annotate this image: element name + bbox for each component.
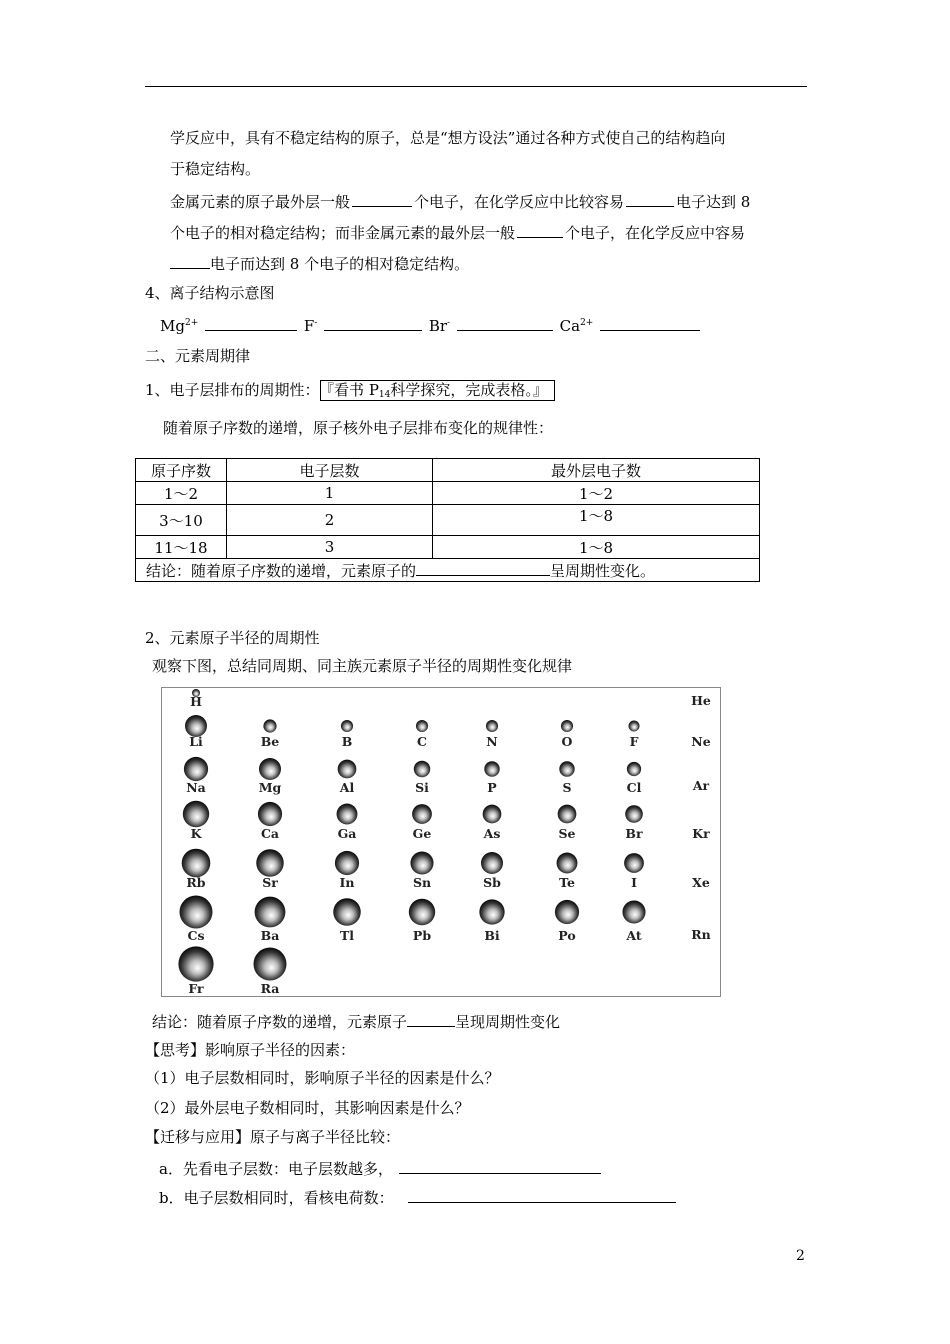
atom-be xyxy=(263,719,276,732)
atom-at xyxy=(622,900,645,923)
atom-br xyxy=(625,805,643,823)
element-label-sb: Sb xyxy=(483,875,501,890)
table-header-row xyxy=(136,459,760,482)
element-label-sr: Sr xyxy=(262,875,278,890)
atomic-radius-figure xyxy=(161,687,721,997)
blank[interactable] xyxy=(407,1010,455,1027)
blank[interactable] xyxy=(517,221,563,238)
para-line-1: 学反应中，具有不稳定结构的原子，总是“想方设法”通过各种方式使自己的结构趋向 xyxy=(170,129,726,147)
atom-k xyxy=(183,801,209,827)
element-label-po: Po xyxy=(558,928,576,943)
atom-si xyxy=(414,761,431,778)
blank[interactable] xyxy=(170,252,210,269)
table-row: 1～2 1 1～2 xyxy=(136,482,760,505)
element-label-cs: Cs xyxy=(187,928,205,943)
atom-n xyxy=(486,720,498,732)
atom-na xyxy=(184,757,208,781)
table-row: 3～10 2 1～8 xyxy=(136,505,760,536)
blank[interactable] xyxy=(457,314,553,331)
atom-s xyxy=(559,761,574,776)
element-label-ba: Ba xyxy=(260,928,280,943)
element-label-fr: Fr xyxy=(188,981,204,996)
element-label-si: Si xyxy=(415,780,429,795)
para-line-5: 电子而达到 8 个电子的相对稳定结构。 xyxy=(170,252,469,274)
noble-gas-label-kr: Kr xyxy=(692,826,710,841)
table-row: 11～18 3 1～8 xyxy=(136,536,760,559)
question-2: （2）最外层电子数相同时，其影响因素是什么？ xyxy=(145,1099,470,1117)
element-label-mg: Mg xyxy=(258,780,282,795)
atom-tl xyxy=(333,898,361,926)
element-label-b: B xyxy=(341,734,353,749)
element-label-ge: Ge xyxy=(412,826,432,841)
blank[interactable] xyxy=(205,314,297,331)
noble-gas-label-ar: Ar xyxy=(692,778,710,793)
page-number: 2 xyxy=(796,1248,805,1264)
atom-sn xyxy=(410,851,433,874)
sub-1-heading: 1、电子层排布的周期性： 『看书 $P_{14}$科学探究，完成表格。』 xyxy=(145,380,555,400)
atom-al xyxy=(338,760,357,779)
element-label-in: In xyxy=(339,875,355,890)
element-label-bi: Bi xyxy=(484,928,500,943)
atom-rb xyxy=(182,849,211,878)
electron-shell-table xyxy=(135,458,760,582)
element-label-p: P xyxy=(487,780,497,795)
think-heading: 【思考】影响原子半径的因素： xyxy=(145,1041,356,1059)
blank[interactable] xyxy=(600,314,700,331)
element-label-ga: Ga xyxy=(337,826,357,841)
atomic-radius-diagram xyxy=(162,688,720,996)
header-atomic-number: 原子序数 xyxy=(136,459,227,482)
element-label-n: N xyxy=(486,734,498,749)
atom-ca xyxy=(258,802,282,826)
sub-2-heading: 2、元素原子半径的周期性 xyxy=(145,629,320,647)
element-label-f: F xyxy=(629,734,639,749)
element-label-as: As xyxy=(483,826,501,841)
element-label-s: S xyxy=(562,780,572,795)
atom-i xyxy=(624,853,644,873)
atom-as xyxy=(483,805,502,824)
element-label-rb: Rb xyxy=(186,875,206,890)
element-label-br: Br xyxy=(625,826,643,841)
noble-gas-label-ne: Ne xyxy=(691,734,711,749)
atom-o xyxy=(561,720,573,732)
item-b: b．电子层数相同时，看核电荷数： xyxy=(159,1186,676,1208)
atom-se xyxy=(558,805,577,824)
element-label-li: Li xyxy=(189,734,203,749)
element-label-sn: Sn xyxy=(412,875,432,890)
element-label-be: Be xyxy=(260,734,280,749)
noble-gas-label-xe: Xe xyxy=(692,875,710,890)
transfer-heading: 【迁移与应用】原子与离子半径比较： xyxy=(145,1128,401,1146)
element-label-k: K xyxy=(190,826,202,841)
element-label-o: O xyxy=(561,734,573,749)
element-label-ra: Ra xyxy=(260,981,280,996)
atom-f xyxy=(629,721,640,732)
atom-c xyxy=(416,720,428,732)
header-shells: 电子层数 xyxy=(227,459,433,482)
atom-b xyxy=(341,720,353,732)
item-a: a．先看电子层数：电子层数越多， xyxy=(159,1157,601,1179)
element-label-se: Se xyxy=(558,826,576,841)
atom-cl xyxy=(627,762,641,776)
blank[interactable] xyxy=(408,1186,676,1203)
atom-ga xyxy=(337,804,358,825)
atom-ra xyxy=(254,948,287,981)
blank[interactable] xyxy=(324,314,422,331)
reading-note: 『看书 $P_{14}$科学探究，完成表格。』 xyxy=(320,380,555,401)
element-label-c: C xyxy=(417,734,427,749)
element-label-na: Na xyxy=(186,780,206,795)
table-conclusion-row: 结论：随着原子序数的递增，元素原子的 呈周期性变化。 xyxy=(136,559,760,582)
blank[interactable] xyxy=(352,190,412,207)
element-label-tl: Tl xyxy=(339,928,355,943)
atom-cs xyxy=(180,896,213,929)
section-4-heading: 4、离子结构示意图 xyxy=(145,284,275,302)
element-label-al: Al xyxy=(339,780,355,795)
element-label-h: H xyxy=(190,694,202,709)
para-line-3: 金属元素的原子最外层一般 个电子，在化学反应中比较容易 电子达到 8 xyxy=(170,190,750,212)
element-label-ca: Ca xyxy=(260,826,280,841)
radius-conclusion: 结论：随着原子序数的递增，元素原子 呈现周期性变化 xyxy=(152,1010,560,1032)
atom-p xyxy=(484,761,499,776)
atom-po xyxy=(555,900,579,924)
atom-fr xyxy=(178,946,213,981)
blank[interactable] xyxy=(626,190,674,207)
sub-2-intro: 观察下图，总结同周期、同主族元素原子半径的周期性变化规律 xyxy=(152,657,573,675)
blank[interactable] xyxy=(416,559,550,576)
atom-bi xyxy=(479,899,504,924)
atom-sb xyxy=(481,852,503,874)
noble-gas-label-he: He xyxy=(691,693,711,708)
atom-mg xyxy=(259,758,281,780)
atom-ge xyxy=(412,804,432,824)
atom-te xyxy=(557,853,578,874)
ion-row: $Mg^{2+}$ F- Br- $Ca^{2+}$ xyxy=(160,314,702,336)
para-line-4: 个电子的相对稳定结构；而非金属元素的最外层一般 个电子，在化学反应中容易 xyxy=(170,221,745,243)
para-line-2: 于稳定结构。 xyxy=(170,160,261,178)
element-label-cl: Cl xyxy=(626,780,642,795)
question-1: （1）电子层数相同时，影响原子半径的因素是什么？ xyxy=(145,1069,500,1087)
header-outer-electrons: 最外层电子数 xyxy=(433,459,760,482)
atom-pb xyxy=(409,899,435,925)
atom-sr xyxy=(256,849,284,877)
atom-in xyxy=(335,851,359,875)
blank[interactable] xyxy=(399,1157,601,1174)
header-rule xyxy=(145,86,807,87)
noble-gas-label-rn: Rn xyxy=(691,927,711,942)
atom-ba xyxy=(255,897,286,928)
element-label-at: At xyxy=(626,928,642,943)
element-label-pb: Pb xyxy=(412,928,432,943)
element-label-te: Te xyxy=(559,875,575,890)
sub-1-intro: 随着原子序数的递增，原子核外电子层排布变化的规律性： xyxy=(163,419,554,437)
section-two-heading: 二、元素周期律 xyxy=(145,347,251,365)
element-label-i: I xyxy=(631,875,637,890)
